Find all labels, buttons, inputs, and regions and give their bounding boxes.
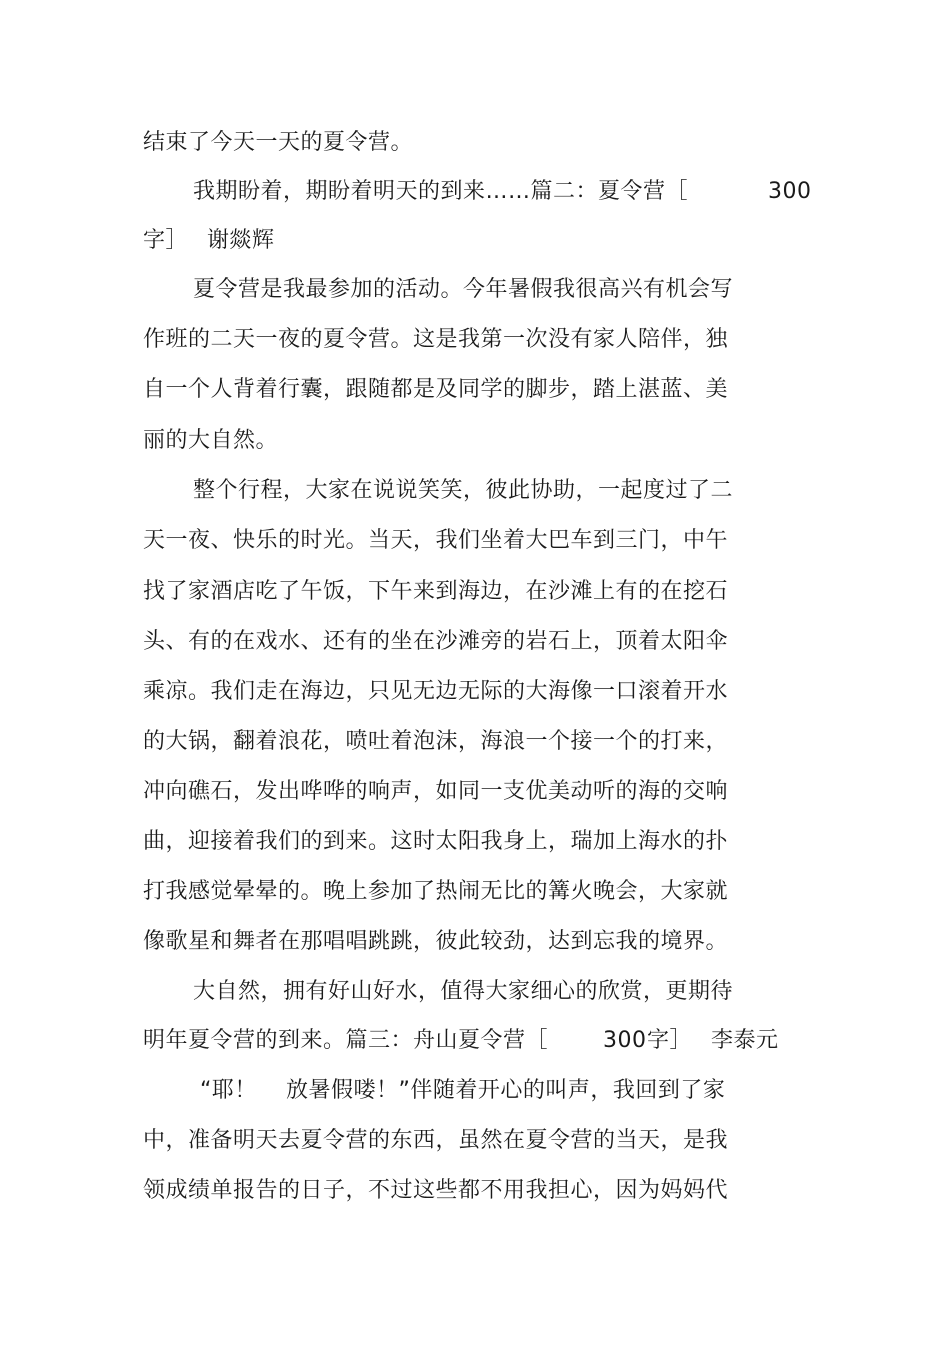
text-line: 自一个人背着行囊，跟随都是及同学的脚步，踏上湛蓝、美 [143, 377, 729, 402]
text-line: 冲向礁石，发出哗哗的响声，如同一支优美动听的海的交响 [143, 779, 729, 804]
text-line: 找了家酒店吃了午饭，下午来到海边，在沙滩上有的在挖石 [143, 579, 729, 604]
text-line: 曲，迎接着我们的到来。这时太阳我身上，瑞加上海水的扑 [143, 829, 729, 854]
text-number: 300 [603, 1028, 647, 1053]
text-line: 结束了今天一天的夏令营。 [143, 130, 414, 155]
text-line: 整个行程，大家在说说笑笑，彼此协助，一起度过了二 [193, 478, 734, 503]
text-line: 明年夏令营的到来。篇三：舟山夏令营［ [143, 1028, 549, 1053]
text-line: 像歌星和舞者在那唱唱跳跳，彼此较劲，达到忘我的境界。 [143, 929, 729, 954]
text-line: 中，准备明天去夏令营的东西，虽然在夏令营的当天，是我 [143, 1128, 729, 1153]
text-line: 头、有的在戏水、还有的坐在沙滩旁的岩石上，顶着太阳伞 [143, 629, 729, 654]
text-line: 乘凉。我们走在海边，只见无边无际的大海像一口滚着开水 [143, 679, 729, 704]
text-line: 打我感觉晕晕的。晚上参加了热闹无比的篝火晚会，大家就 [143, 879, 729, 904]
text-line: “耶！ [200, 1078, 257, 1103]
text-line: 字］ [143, 228, 189, 253]
text-line: 丽的大自然。 [143, 428, 279, 453]
text-line: 领成绩单报告的日子，不过这些都不用我担心，因为妈妈代 [143, 1178, 729, 1203]
text-line: 放暑假喽！”伴随着开心的叫声，我回到了家 [286, 1078, 726, 1103]
text-line: 我期盼着，期盼着明天的到来……篇二：夏令营［ [193, 179, 689, 204]
author-name: 李泰元 [711, 1028, 779, 1053]
text-number: 300 [768, 179, 812, 204]
text-line: 天一夜、快乐的时光。当天，我们坐着大巴车到三门，中午 [143, 528, 729, 553]
text-line: 字］ [647, 1028, 693, 1053]
text-line: 作班的二天一夜的夏令营。这是我第一次没有家人陪伴，独 [143, 327, 729, 352]
text-line: 大自然，拥有好山好水，值得大家细心的欣赏，更期待 [193, 979, 734, 1004]
text-line: 的大锅，翻着浪花，喷吐着泡沫，海浪一个接一个的打来， [143, 729, 729, 754]
author-name: 谢燚辉 [207, 228, 275, 253]
text-line: 夏令营是我最参加的活动。今年暑假我很高兴有机会写 [193, 277, 734, 302]
